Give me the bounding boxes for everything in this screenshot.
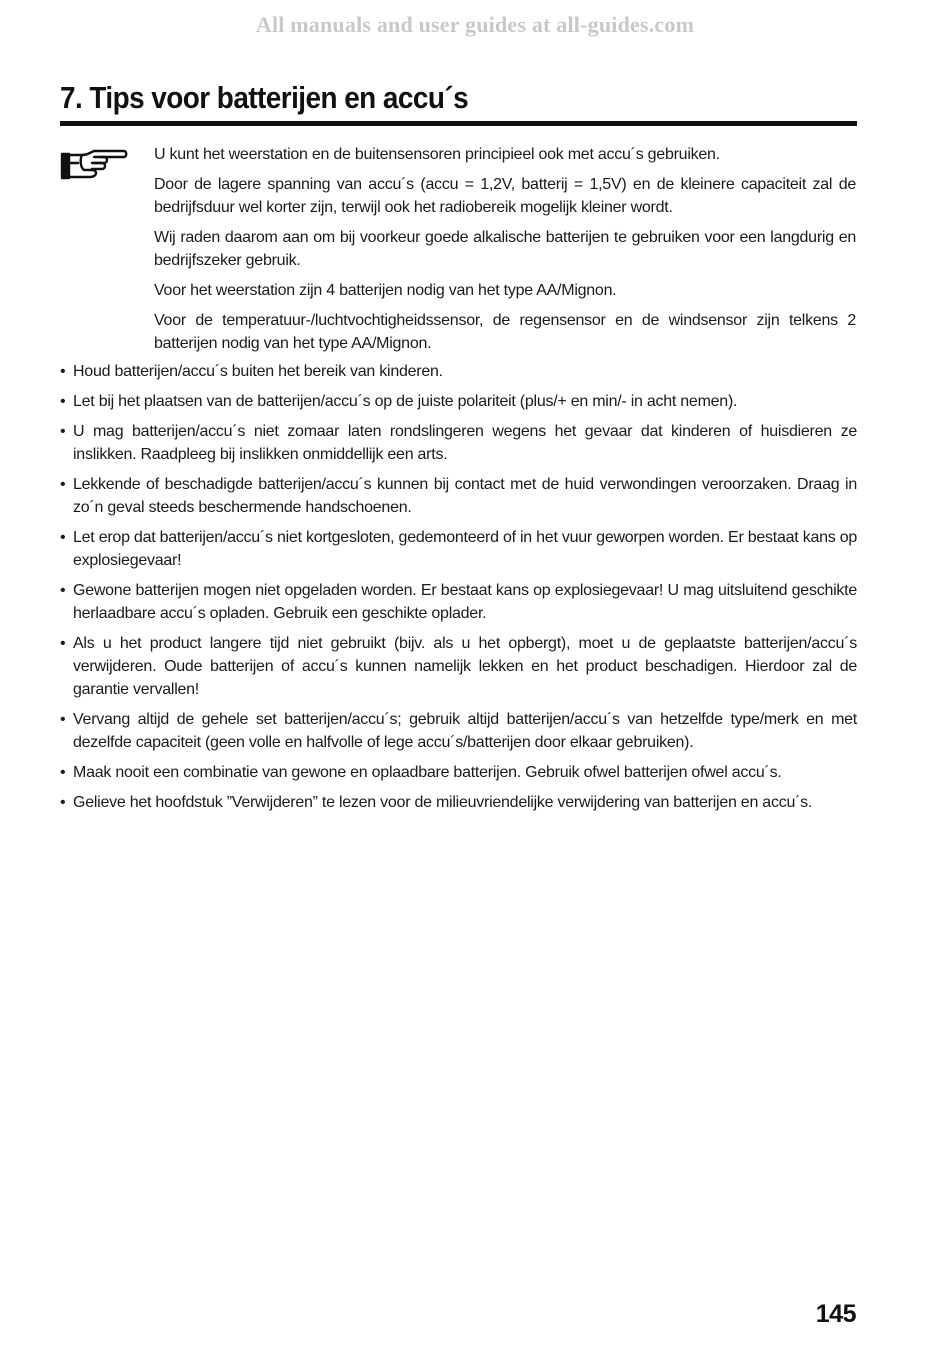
bullet-marker: • — [60, 711, 66, 728]
list-item — [60, 708, 857, 754]
list-item-text: Maak nooit een combinatie van gewone en oplaadbare batterijen. Gebruik ofwel batterijen ofwel accu´s. — [73, 764, 782, 781]
bullet-marker: • — [60, 476, 66, 493]
bullet-marker: • — [60, 423, 66, 440]
list-item — [60, 420, 857, 466]
bullet-marker: • — [60, 393, 66, 410]
list-item — [60, 360, 857, 383]
list-item — [60, 579, 857, 625]
list-item — [60, 390, 857, 413]
list-item — [60, 632, 857, 701]
bullet-marker: • — [60, 582, 66, 599]
list-item-text: Let erop dat batterijen/accu´s niet kortgesloten, gedemonteerd of in het vuur geworpen worden. Er bestaat kans op explosiegevaar! — [73, 529, 857, 569]
page-number: 145 — [815, 1300, 856, 1328]
list-item-text: Vervang altijd de gehele set batterijen/accu´s; gebruik altijd batterijen/accu´s van hetzelfde type/merk en met dezelfde capaciteit (geen volle en halfvolle of lege accu´s/batterijen door elkaar gebruiken). — [73, 711, 857, 751]
title-underline — [60, 121, 857, 126]
list-item-text: Houd batterijen/accu´s buiten het bereik van kinderen. — [73, 363, 443, 380]
bullet-list — [60, 360, 857, 821]
list-item — [60, 761, 857, 784]
note-paragraph: Voor het weerstation zijn 4 batterijen nodig van het type AA/Mignon. — [154, 282, 617, 299]
bullet-marker: • — [60, 635, 66, 652]
pointing-hand-icon — [60, 145, 128, 185]
list-item-text: Let bij het plaatsen van de batterijen/accu´s op de juiste polariteit (plus/+ en min/- in acht nemen). — [73, 393, 738, 410]
note-paragraph: U kunt het weerstation en de buitensensoren principieel ook met accu´s gebruiken. — [154, 146, 720, 163]
bullet-marker: • — [60, 363, 66, 380]
bullet-marker: • — [60, 794, 66, 811]
list-item-text: Gewone batterijen mogen niet opgeladen worden. Er bestaat kans op explosiegevaar! U mag uitsluitend geschikte herlaadbare accu´s opladen. Gebruik een geschikte oplader. — [73, 582, 857, 622]
note-block — [154, 143, 856, 362]
list-item-text: Als u het product langere tijd niet gebruikt (bijv. als u het opbergt), moet u de geplaatste batterijen/accu´s verwijderen. Oude batterijen of accu´s kunnen namelijk lekken en het product beschadigen. Hierdoor zal de garantie vervallen! — [73, 635, 857, 698]
note-paragraph: Wij raden daarom aan om bij voorkeur goede alkalische batterijen te gebruiken voor een langdurig en bedrijfszeker gebruik. — [154, 229, 856, 269]
list-item-text: U mag batterijen/accu´s niet zomaar laten rondslingeren wegens het gevaar dat kinderen of huisdieren ze inslikken. Raadpleeg bij inslikken onmiddellijk een arts. — [73, 423, 857, 463]
watermark: All manuals and user guides at all-guides.com — [255, 12, 695, 37]
note-paragraph: Door de lagere spanning van accu´s (accu = 1,2V, batterij = 1,5V) en de kleinere capaciteit zal de bedrijfsduur wel korter zijn, terwijl ook het radiobereik mogelijk kleiner wordt. — [154, 176, 856, 216]
note-paragraph: Voor de temperatuur-/luchtvochtigheidssensor, de regensensor en de windsensor zijn telkens 2 batterijen nodig van het type AA/Mignon. — [154, 312, 856, 352]
list-item-text: Lekkende of beschadigde batterijen/accu´s kunnen bij contact met de huid verwondingen veroorzaken. Draag in zo´n geval steeds beschermende handschoenen. — [73, 476, 857, 516]
list-item — [60, 473, 857, 519]
list-item-text: Gelieve het hoofdstuk ”Verwijderen” te lezen voor de milieuvriendelijke verwijdering van batterijen en accu´s. — [73, 794, 813, 811]
bullet-marker: • — [60, 764, 66, 781]
list-item — [60, 526, 857, 572]
bullet-marker: • — [60, 529, 66, 546]
page-title: 7. Tips voor batterijen en accu´s — [60, 80, 469, 115]
list-item — [60, 791, 857, 814]
